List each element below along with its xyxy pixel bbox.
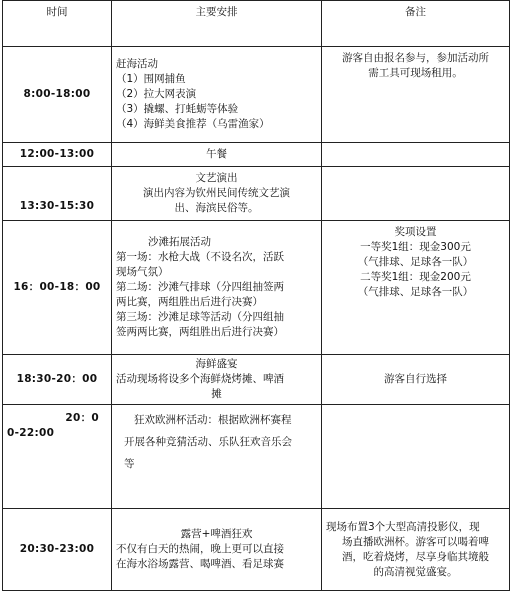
activity-line: 狂欢欧洲杯活动：根据欧洲杯赛程 <box>134 414 292 426</box>
activity-line: 活动现场将设多个海鲜烧烤摊、啤酒 <box>116 373 284 385</box>
time-line: 20：0 <box>65 412 99 424</box>
activity-line: 第三场：沙滩足球等活动（分四组抽 <box>116 311 284 323</box>
note-line: （气排球、足球各一队） <box>357 256 474 268</box>
activity-title: 文艺演出 <box>195 172 238 184</box>
note-line: 游客自行选择 <box>384 373 447 385</box>
table-row <box>3 355 510 405</box>
activity-title: 赶海活动 <box>116 58 158 70</box>
activity-cell <box>112 355 322 405</box>
schedule-document <box>2 0 510 591</box>
note-line: 现场布置3个大型高清投影仪，现 <box>326 520 480 533</box>
activity-title: 海鲜盛宴 <box>195 358 238 370</box>
note-cell <box>322 355 510 405</box>
note-cell <box>322 221 510 355</box>
time-cell: 13:30-15:30 <box>3 167 112 221</box>
activity-cell <box>112 405 322 509</box>
note-line: 酒，吃着烧烤，尽享身临其境般 <box>342 550 489 563</box>
header-note: 备注 <box>322 1 510 47</box>
table-row <box>3 167 510 221</box>
activity-line: （2）拉大网表演 <box>116 88 197 100</box>
table-row <box>3 221 510 355</box>
activity-line: 演出内容为钦州民间传统文艺演 <box>143 187 290 199</box>
activity-line: （4）海鲜美食推荐（乌雷渔家） <box>116 118 270 130</box>
time-cell: 20:30-23:00 <box>3 509 112 591</box>
note-line: 游客自由报名参与，参加活动所 <box>342 52 489 64</box>
table-row <box>3 47 510 143</box>
note-cell <box>322 509 510 591</box>
header-arrangement: 主要安排 <box>112 1 322 47</box>
time-cell <box>3 405 112 509</box>
note-line: 一等奖1组：现金300元 <box>360 241 471 253</box>
activity-line: 在海水浴场露营、喝啤酒、看足球赛 <box>116 558 284 570</box>
note-line: 的高清视觉盛宴。 <box>373 565 458 578</box>
note-line: 二等奖1组：现金200元 <box>360 271 471 283</box>
activity-title: 午餐 <box>206 148 227 160</box>
note-cell <box>322 167 510 221</box>
activity-cell <box>112 47 322 143</box>
activity-title: 沙滩拓展活动 <box>148 236 211 248</box>
activity-line: 第一场：水枪大战（不设名次，活跃 <box>116 251 284 263</box>
activity-line: 等 <box>124 458 135 470</box>
schedule-table <box>2 0 510 591</box>
activity-line: （3）撬螺、打蚝蛎等体验 <box>116 103 239 115</box>
note-line: 奖项设置 <box>394 226 437 238</box>
note-line: 场直播欧洲杯。游客可以喝着啤 <box>342 535 489 548</box>
table-header-row <box>3 1 510 47</box>
note-line: （气排球、足球各一队） <box>357 286 474 298</box>
activity-line: 出、海滨民俗等。 <box>174 202 259 214</box>
note-line: 需工具可现场租用。 <box>368 67 463 79</box>
activity-line: 开展各种竞猜活动、乐队狂欢音乐会 <box>124 436 292 448</box>
time-cell: 16：00-18：00 <box>3 221 112 355</box>
activity-line: （1）围网捕鱼 <box>116 73 186 85</box>
activity-cell <box>112 509 322 591</box>
activity-line: 现场气氛） <box>116 266 169 278</box>
header-time: 时间 <box>3 1 112 47</box>
table-row <box>3 509 510 591</box>
activity-line: 签两两比赛，两组胜出后进行决赛） <box>116 326 284 338</box>
table-row <box>3 405 510 509</box>
time-cell: 18:30-20：00 <box>3 355 112 405</box>
activity-cell <box>112 221 322 355</box>
activity-cell <box>112 143 322 167</box>
note-cell <box>322 47 510 143</box>
activity-line: 第二场：沙滩气排球（分四组抽签两 <box>116 281 284 293</box>
activity-line: 摊 <box>211 388 222 400</box>
activity-line: 两比赛，两组胜出后进行决赛） <box>116 296 263 308</box>
time-cell: 12:00-13:00 <box>3 143 112 167</box>
activity-title: 露营+啤酒狂欢 <box>180 528 253 540</box>
table-row <box>3 143 510 167</box>
time-cell: 8:00-18:00 <box>3 47 112 143</box>
activity-cell <box>112 167 322 221</box>
time-line: 0-22:00 <box>7 427 55 439</box>
note-cell <box>322 405 510 509</box>
note-cell <box>322 143 510 167</box>
activity-line: 不仅有白天的热闹，晚上更可以直接 <box>116 543 284 555</box>
